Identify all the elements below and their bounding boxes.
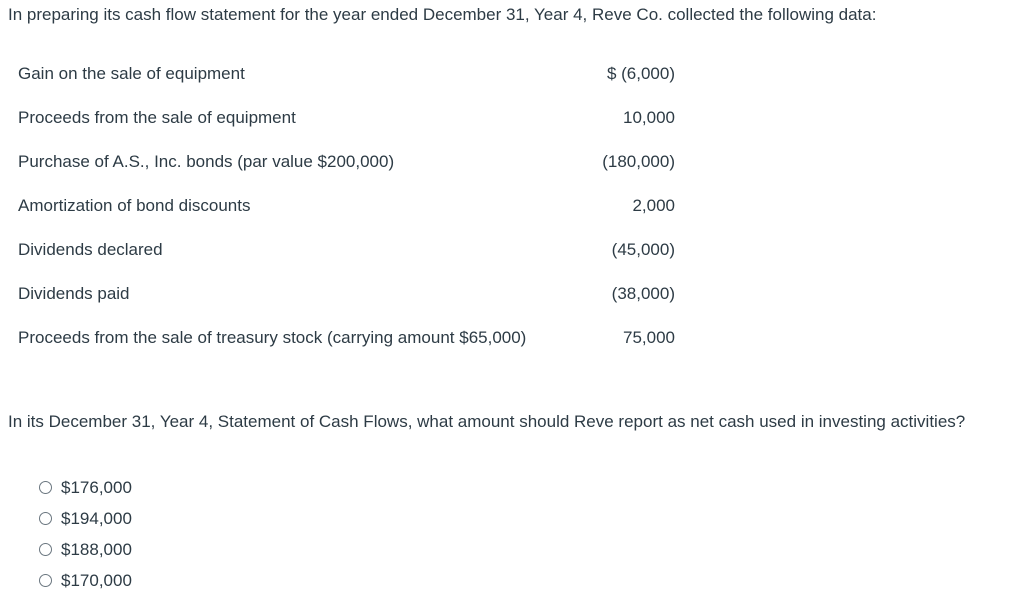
radio-button[interactable] [39, 512, 52, 525]
data-row-label: Amortization of bond discounts [18, 196, 251, 215]
answer-choice-label: $176,000 [61, 477, 132, 497]
data-row [18, 52, 678, 96]
data-table [18, 52, 678, 360]
data-row [18, 184, 678, 228]
data-row-label: Proceeds from the sale of equipment [18, 108, 296, 127]
answer-choice-4[interactable] [39, 565, 132, 596]
data-row [18, 228, 678, 272]
data-row [18, 96, 678, 140]
data-row-value: (45,000) [611, 240, 675, 259]
data-row-value: (180,000) [602, 152, 675, 171]
question-prompt: In its December 31, Year 4, Statement of Cash Flows, what amount should Reve report as net cash used in investing activities? [8, 412, 966, 431]
data-row-label: Dividends paid [18, 284, 130, 303]
answer-choice-label: $170,000 [61, 570, 132, 590]
data-row-label: Dividends declared [18, 240, 163, 259]
data-row-value: 2,000 [632, 196, 675, 215]
answer-choice-1[interactable] [39, 472, 132, 503]
data-row [18, 316, 678, 360]
answer-choice-3[interactable] [39, 534, 132, 565]
data-row-label: Proceeds from the sale of treasury stock (carrying amount $65,000) [18, 328, 527, 347]
radio-button[interactable] [39, 574, 52, 587]
data-row-label: Purchase of A.S., Inc. bonds (par value $200,000) [18, 152, 395, 171]
question-intro: In preparing its cash flow statement for the year ended December 31, Year 4, Reve Co. collected the following data: [8, 5, 877, 24]
answer-choice-2[interactable] [39, 503, 132, 534]
data-row-value: (38,000) [611, 284, 675, 303]
data-row-value: $ (6,000) [606, 64, 675, 83]
answer-choices [39, 472, 132, 596]
data-row-value: 75,000 [623, 328, 675, 347]
answer-choice-label: $194,000 [61, 508, 132, 528]
data-row [18, 140, 678, 184]
data-row-label: Gain on the sale of equipment [18, 64, 245, 83]
data-row-value: 10,000 [623, 108, 675, 127]
radio-button[interactable] [39, 481, 52, 494]
answer-choice-label: $188,000 [61, 539, 132, 559]
radio-button[interactable] [39, 543, 52, 556]
data-row [18, 272, 678, 316]
